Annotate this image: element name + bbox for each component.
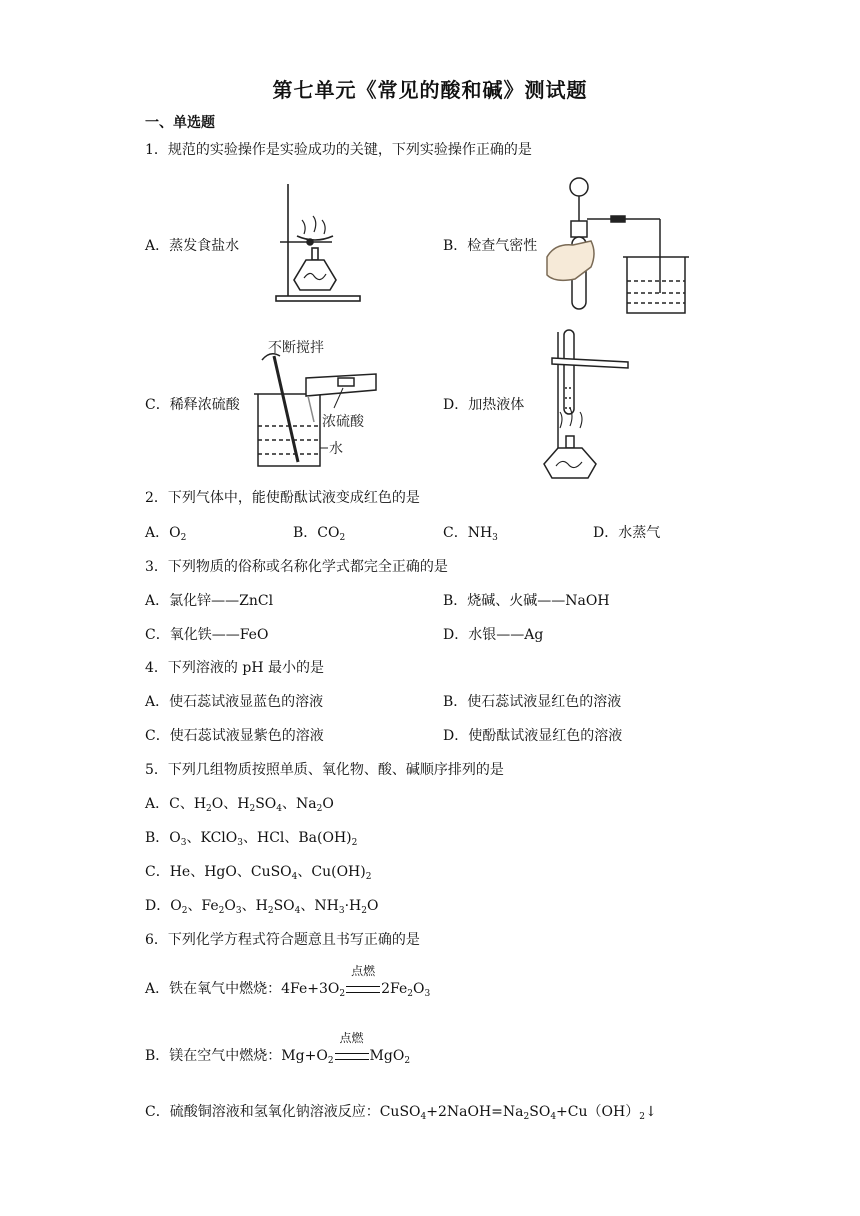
q5-stem: 5．下列几组物质按照单质、氧化物、酸、碱顺序排列的是 — [145, 762, 504, 778]
section-heading: 一、单选题 — [145, 115, 215, 131]
q4-option-a[interactable]: A．使石蕊试液显蓝色的溶液 — [145, 694, 324, 710]
q2-c-sub: 3 — [492, 533, 498, 543]
condition-label: 点燃 — [351, 964, 376, 978]
evaporation-apparatus-figure — [270, 180, 370, 305]
q2-option-d[interactable]: D．水蒸气 — [593, 525, 661, 541]
water-label: 水 — [329, 441, 343, 457]
q2-b-text: B．CO — [293, 525, 340, 541]
stir-label: 不断搅拌 — [268, 340, 324, 356]
reaction-condition-arrow — [346, 964, 380, 998]
q3-option-a[interactable]: A．氯化锌——ZnCl — [145, 593, 274, 609]
q1-stem: 1．规范的实验操作是实验成功的关键，下列实验操作正确的是 — [145, 142, 532, 158]
q3-option-b[interactable]: B．烧碱、火碱——NaOH — [443, 593, 610, 609]
q5-option-b[interactable]: B．$O_3$、KClO$_3$、HCl、$Ba(OH)_2$ — [145, 830, 358, 848]
q4-option-d[interactable]: D．使酚酞试液显红色的溶液 — [443, 728, 623, 744]
q6-c-text: C．硫酸铜溶液和氢氧化钠溶液反应： — [145, 1104, 380, 1120]
q1-option-b[interactable]: B．检查气密性 — [443, 238, 538, 254]
heating-liquid-figure — [528, 328, 638, 480]
reaction-condition-arrow — [335, 1031, 369, 1065]
q2-option-c[interactable] — [443, 524, 498, 542]
q2-stem: 2．下列气体中，能使酚酞试液变成红色的是 — [145, 490, 420, 506]
q5-option-a[interactable]: A．C、$H_2O$、$H_2SO_4$、$Na_2O$ — [145, 796, 334, 814]
airtightness-check-figure — [545, 175, 700, 315]
acid-label: 浓硫酸 — [322, 414, 364, 430]
q2-a-sub: 2 — [180, 533, 187, 543]
q5-option-c[interactable]: C．He、HgO、CuSO$_4$、$Cu(OH)_2$ — [145, 864, 372, 882]
page-title: 第七单元《常见的酸和碱》测试题 — [272, 78, 588, 102]
q2-a-text: A．O — [145, 525, 181, 541]
q4-stem: 4．下列溶液的 pH 最小的是 — [145, 660, 324, 676]
q6-option-b[interactable]: B．镁在空气中燃烧：$Mg+O_2$ 点燃 MgO$_2$ — [145, 1031, 411, 1066]
q3-option-c[interactable]: C．氧化铁——FeO — [145, 627, 269, 643]
q4-option-b[interactable]: B．使石蕊试液显红色的溶液 — [443, 694, 622, 710]
q3-stem: 3．下列物质的俗称或名称化学式都完全正确的是 — [145, 559, 448, 575]
q6-option-c[interactable]: C．硫酸铜溶液和氢氧化钠溶液反应：$CuSO_4+2NaOH=Na_2SO_4+Cu(OH)_2↓$ — [145, 1104, 657, 1122]
q1-option-a[interactable]: A．蒸发食盐水 — [145, 238, 240, 254]
q4-option-c[interactable]: C．使石蕊试液显紫色的溶液 — [145, 728, 324, 744]
q2-c-text: C．NH — [443, 525, 493, 541]
q1-option-c[interactable]: C．稀释浓硫酸 — [145, 397, 240, 413]
precipitate-arrow-icon: ↓ — [644, 1104, 657, 1120]
q2-b-sub: 2 — [339, 533, 346, 543]
q6-a-text: A．铁在氧气中燃烧： — [145, 981, 282, 997]
condition-label: 点燃 — [339, 1031, 364, 1045]
q2-option-a[interactable] — [145, 524, 186, 542]
q5-option-d[interactable]: D．$O_2$、$Fe_2O_3$、$H_2SO_4$、$NH_3\cdot H_2O$ — [145, 898, 379, 916]
q2-option-b[interactable] — [293, 524, 345, 542]
q6-option-a[interactable]: A．铁在氧气中燃烧：$4Fe+3O_2$ 点燃 $2Fe_2O_3$ — [145, 964, 431, 999]
q6-b-text: B．镁在空气中燃烧： — [145, 1048, 282, 1064]
q6-stem: 6．下列化学方程式符合题意且书写正确的是 — [145, 932, 420, 948]
q1-option-d[interactable]: D．加热液体 — [443, 397, 525, 413]
q3-option-d[interactable]: D．水银——Ag — [443, 627, 544, 643]
dilute-sulfuric-acid-figure — [248, 338, 383, 473]
